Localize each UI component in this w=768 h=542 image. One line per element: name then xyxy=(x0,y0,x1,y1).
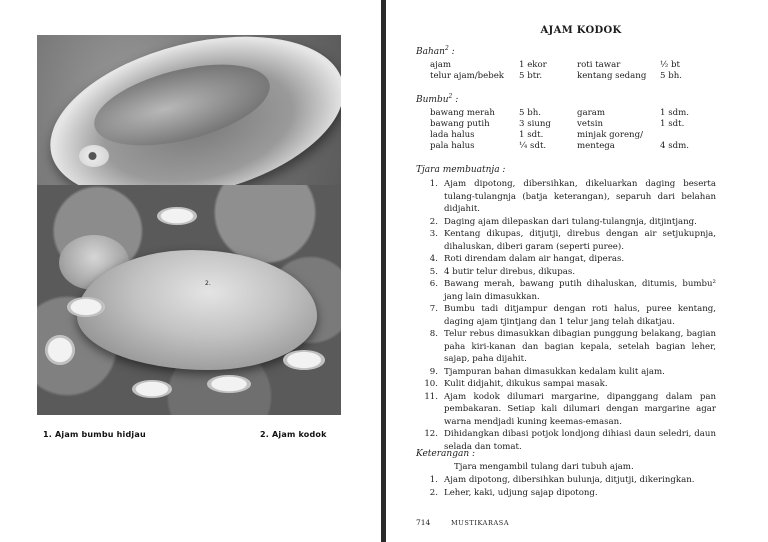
caption-label: Ajam kodok xyxy=(272,430,327,439)
ingredient-name: kentang sedang xyxy=(577,71,647,81)
ingredient-qty: 5 bh. xyxy=(519,108,541,118)
ingredient-qty: 1 ekor xyxy=(519,60,547,70)
method-step xyxy=(416,228,716,253)
running-footer-title: MUSTIKARASA xyxy=(451,519,510,527)
step-text: Telur rebus dimasukkan dibagian punggung belakang, bagian paha kiri-kanan dan bagian kepala, setelah bagian leher, sajap, paha dijahit. xyxy=(444,329,716,364)
step-number: 12. xyxy=(424,429,438,439)
recipe-title: AJAM KODOK xyxy=(540,25,622,36)
ingredient-name: bawang merah xyxy=(430,108,495,118)
step-text: Roti direndam dalam air hangat, diperas. xyxy=(444,254,625,264)
method-step xyxy=(416,391,716,429)
step-number: 9. xyxy=(429,366,438,377)
step-number: 10. xyxy=(424,379,438,389)
ingredient-qty: 1 sdt. xyxy=(660,119,685,129)
notes-heading: Keterangan : xyxy=(416,449,476,459)
method-step xyxy=(416,366,716,379)
heading-text: Bumbu xyxy=(416,95,449,105)
caption-ajam-kodok xyxy=(260,430,327,439)
ingredient-qty: ¼ sdt. xyxy=(519,141,547,151)
step-number: 2. xyxy=(429,216,438,227)
ingredient-name: pala halus xyxy=(430,141,475,151)
left-page xyxy=(0,0,381,542)
heading-superscript: 2 xyxy=(448,93,453,100)
ingredient-qty: 5 btr. xyxy=(519,71,543,81)
recipe-illustration xyxy=(37,35,341,415)
garnish-slice xyxy=(45,335,75,365)
ingredient-name: ajam xyxy=(430,60,452,70)
ingredient-qty: ½ bt xyxy=(660,60,681,70)
page-number: 714 xyxy=(416,518,431,527)
step-text: Bumbu tadi ditjampur dengan roti halus, puree kentang, daging ajam tjintjang dan 1 telur jang telah dikatjau. xyxy=(444,304,716,327)
step-number: 11. xyxy=(424,391,438,402)
ingredient-name: mentega xyxy=(577,141,615,151)
note-text: Ajam dipotong, dibersihkan bulunja, ditjutji, dikeringkan. xyxy=(444,475,695,485)
garnish-slice xyxy=(67,297,105,317)
ingredient-name: minjak goreng/ xyxy=(577,130,643,140)
ingredient-qty: 3 siung xyxy=(519,119,551,129)
note-item xyxy=(416,474,716,487)
step-text: Ajam kodok dilumari margarine, dipanggang dalam pan pembakaran. Setiap kali dilumari dengan margarine agar warna mendjadi kuning keemas-emasan. xyxy=(444,391,716,427)
ingredient-name: roti tawar xyxy=(577,60,621,70)
heading-superscript: 2 xyxy=(444,45,449,52)
step-number: 3. xyxy=(429,229,438,239)
step-number: 4. xyxy=(429,254,438,264)
ingredient-name: garam xyxy=(577,108,606,118)
method-step xyxy=(416,216,716,229)
right-page xyxy=(386,0,768,542)
garnish-slice xyxy=(283,350,325,370)
notes-list xyxy=(416,474,716,499)
note-number: 2. xyxy=(429,487,438,498)
garnish-slice xyxy=(132,380,172,398)
step-text: Kentang dikupas, ditjutji, direbus dengan air setjukupnja, dihaluskan, diberi garam (seperti puree). xyxy=(444,229,716,252)
ingredient-name: telur ajam/bebek xyxy=(430,71,504,81)
ingredient-name: bawang putih xyxy=(430,119,490,129)
figure-marker: 2. xyxy=(205,280,211,287)
ingredient-name: vetsin xyxy=(577,119,604,129)
method-step xyxy=(416,178,716,216)
method-step xyxy=(416,303,716,328)
bahan-heading xyxy=(416,47,455,57)
step-text: Daging ajam dilepaskan dari tulang-tulangnja, ditjintjang. xyxy=(444,216,697,227)
step-number: 1. xyxy=(429,179,438,189)
method-step xyxy=(416,378,716,391)
heading-suffix: : xyxy=(448,47,455,57)
method-heading: Tjara membuatnja : xyxy=(416,165,506,175)
ingredient-qty: 1 sdt. xyxy=(519,130,544,140)
ingredient-qty: 4 sdm. xyxy=(660,141,689,151)
step-number: 8. xyxy=(429,329,438,339)
method-step xyxy=(416,253,716,266)
ingredient-qty: 5 bh. xyxy=(660,71,682,81)
step-number: 5. xyxy=(429,266,438,277)
egg-slice-image xyxy=(79,145,109,167)
caption-ajam-bumbu-hidjau xyxy=(43,430,146,439)
step-text: 4 butir telur direbus, dikupas. xyxy=(444,266,576,277)
note-number: 1. xyxy=(429,475,438,485)
notes-intro: Tjara mengambil tulang dari tubuh ajam. xyxy=(454,462,634,472)
heading-suffix: : xyxy=(452,95,459,105)
garnish-slice xyxy=(207,375,251,393)
garnish-slice xyxy=(157,207,197,225)
step-text: Bawang merah, bawang putih dihaluskan, ditumis, bumbu² jang lain dimasukkan. xyxy=(444,279,716,302)
note-text: Leher, kaki, udjung sajap dipotong. xyxy=(444,487,598,498)
note-item xyxy=(416,487,716,500)
caption-label: Ajam bumbu hidjau xyxy=(55,430,146,439)
caption-number: 1. xyxy=(43,430,53,439)
method-steps xyxy=(416,178,716,453)
ingredient-qty: 1 sdm. xyxy=(660,108,689,118)
step-text: Kulit didjahit, dikukus sampai masak. xyxy=(444,379,608,389)
method-step xyxy=(416,328,716,366)
ingredient-name: lada halus xyxy=(430,130,475,140)
method-step xyxy=(416,278,716,303)
step-text: Dihidangkan dibasi potjok londjong dihiasi daun seledri, daun selada dan tomat. xyxy=(444,429,716,452)
heading-text: Bahan xyxy=(416,47,445,57)
step-text: Ajam dipotong, dibersihkan, dikeluarkan daging beserta tulang-tulangnja (batja keterangan), separuh dari belahan didjahit. xyxy=(444,179,716,214)
step-number: 6. xyxy=(429,279,438,289)
caption-number: 2. xyxy=(260,430,270,439)
step-number: 7. xyxy=(429,304,438,314)
bumbu-heading xyxy=(416,95,458,105)
method-step xyxy=(416,266,716,279)
step-text: Tjampuran bahan dimasukkan kedalam kulit ajam. xyxy=(444,366,665,377)
